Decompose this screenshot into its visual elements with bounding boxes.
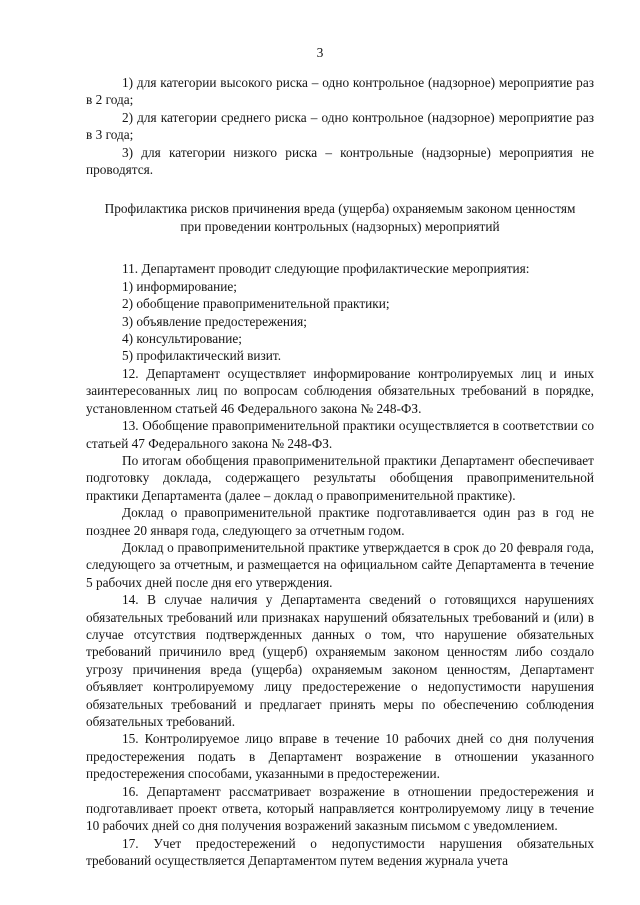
section-heading-line-1: Профилактика рисков причинения вреда (ущерба) охраняемым законом ценностям [104,201,576,217]
paragraph-13-report-approval: Доклад о правоприменительной практике утверждается в срок до 20 февраля года, следующего за отчетным, и размещается на официальном сайте Департамента в течение 5 рабочих дней после дня его утверждения. [86,539,594,590]
paragraph-13: 13. Обобщение правоприменительной практики осуществляется в соответствии со статьей 47 Федерального закона № 248-ФЗ. [86,418,594,451]
prevention-item-5: 5) профилактический визит. [122,348,282,364]
paragraph-13-report-preparation: По итогам обобщения правоприменительной практики Департамент обеспечивает подготовку доклада, содержащего результаты обобщения правоприменительной практики Департамента (далее – доклад о правоприменительной практике). [86,452,594,503]
prevention-item-4: 4) консультирование; [122,331,242,347]
risk-item-low: 3) для категории низкого риска – контрольные (надзорные) мероприятия не проводятся. [86,144,594,178]
section-heading-line-2: при проведении контрольных (надзорных) мероприятий [180,219,500,235]
paragraph-16: 16. Департамент рассматривает возражение в отношении предостережения и подготавливает проект ответа, который направляется контролируемому лицу в течение 10 рабочих дней со дня получения возражений заказным письмом с уведомлением. [86,783,594,834]
paragraph-11: 11. Департамент проводит следующие профилактические мероприятия: [122,261,530,277]
page-number: 3 [316,45,324,60]
paragraph-15: 15. Контролируемое лицо вправе в течение 10 рабочих дней со дня получения предостережения подать в Департамент возражение в отношении указанного предостережения способами, указанными в предостережении. [86,731,594,782]
document-body [86,74,594,870]
section-heading [86,200,594,236]
risk-item-medium: 2) для категории среднего риска – одно контрольное (надзорное) мероприятие раз в 3 года; [86,109,594,143]
prevention-item-3: 3) объявление предостережения; [122,313,307,329]
risk-item-high: 1) для категории высокого риска – одно контрольное (надзорное) мероприятие раз в 2 года; [86,75,594,108]
paragraph-12: 12. Департамент осуществляет информирование контролируемых лиц и иных заинтересованных лиц по вопросам соблюдения обязательных требований в порядке, установленном статьей 46 Федерального закона № 248-ФЗ. [86,365,594,416]
paragraph-17: 17. Учет предостережений о недопустимости нарушения обязательных требований осуществляется Департаментом путем ведения журнала учета [86,835,594,869]
prevention-item-1: 1) информирование; [122,278,238,294]
paragraph-14: 14. В случае наличия у Департамента сведений о готовящихся нарушениях обязательных требований или признаках нарушений обязательных требований и (или) в случае отсутствия подтвержденных данных о том, что нарушение обязательных требований причинило вред (ущерб) охраняемым законом ценностям либо создало угрозу причинения вреда (ущерба) охраняемым законом ценностям, Департамент объявляет контролируемому лицу предостережение о недопустимости нарушения обязательных требований и предлагает принять меры по обеспечению соблюдения обязательных требований. [86,592,594,729]
prevention-item-2: 2) обобщение правоприменительной практики; [122,296,390,312]
paragraph-13-report-deadline: Доклад о правоприменительной практике подготавливается один раз в год не позднее 20 января года, следующего за отчетным годом. [86,505,594,538]
